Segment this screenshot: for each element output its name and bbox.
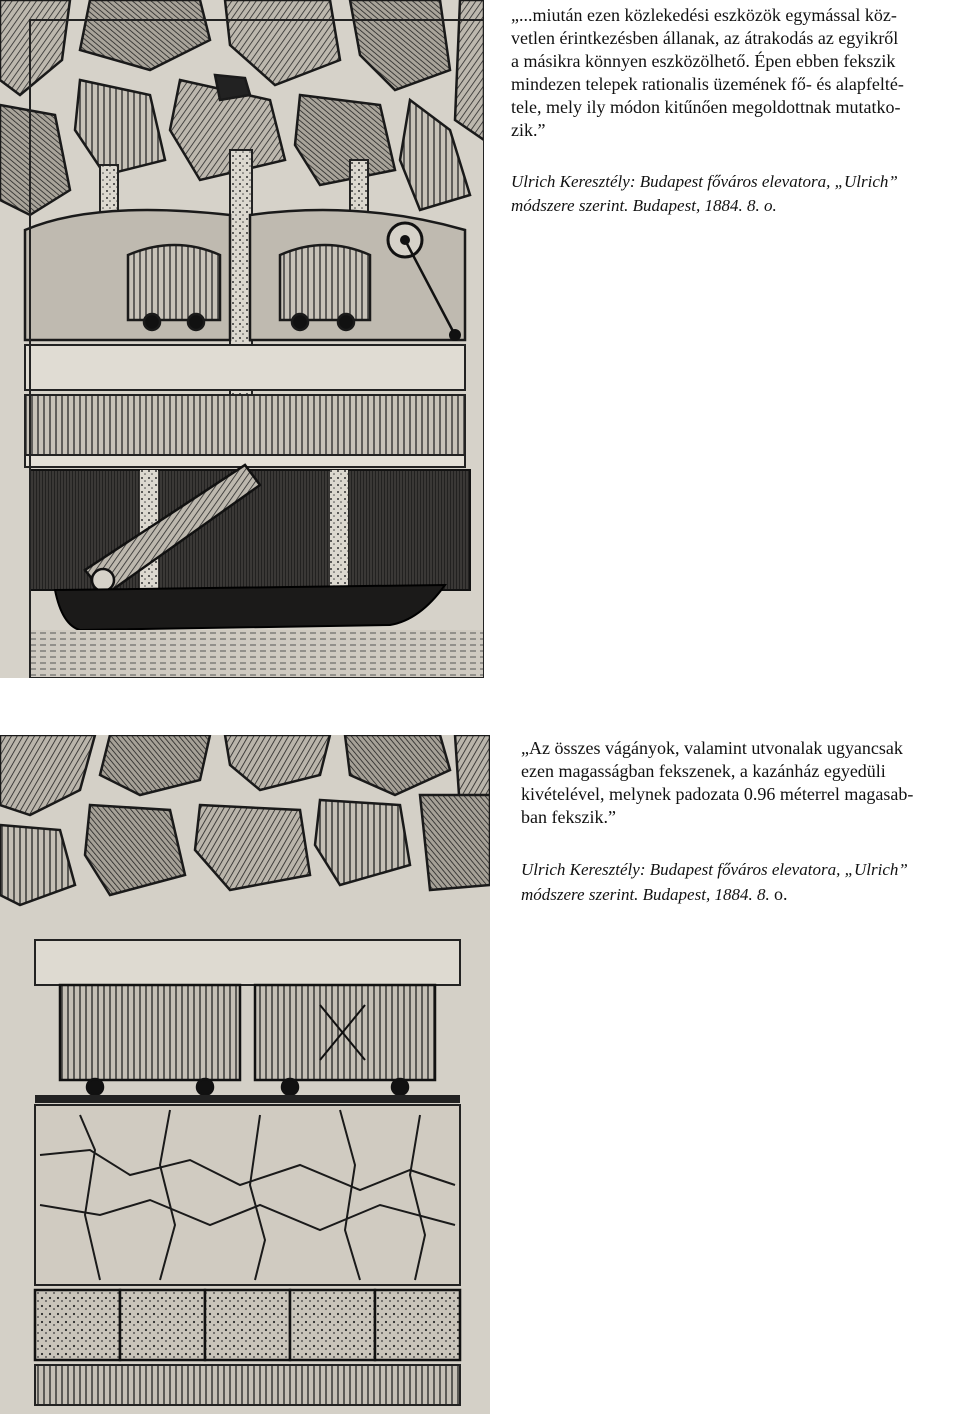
quote-line: „...miután ezen közlekedési eszközök egymással köz- xyxy=(511,5,897,25)
citation-2 xyxy=(521,858,951,907)
elevator-cross-section-illustration xyxy=(0,0,484,678)
quote-line: zik.” xyxy=(511,120,546,140)
quote-line: kivételével, melynek padozata 0.96 méterrel magasab- xyxy=(521,784,914,804)
quote-line: tele, mely ily módon kitűnően megoldottnak mutatko- xyxy=(511,97,901,117)
railway-drawing-svg xyxy=(0,735,490,1414)
quote-text-2 xyxy=(521,737,951,829)
citation-line: Ulrich Keresztély: Budapest főváros elevatora, „Ulrich” xyxy=(521,860,908,879)
elevator-drawing-svg xyxy=(0,0,484,678)
quote-line: vetlen érintkezésben állanak, az átrakodás az egyikről xyxy=(511,28,899,48)
quote-block-2 xyxy=(521,737,951,907)
citation-line: Ulrich Keresztély: Budapest főváros elevatora, „Ulrich” xyxy=(511,172,898,191)
quote-line: mindezen telepek rationalis üzemének fő- és alapfelté- xyxy=(511,74,904,94)
citation-line: módszere szerint. Budapest, 1884. 8. xyxy=(521,885,774,904)
quote-block-1 xyxy=(511,4,951,218)
quote-line: ban fekszik.” xyxy=(521,807,616,827)
railway-wagons-illustration xyxy=(0,735,490,1414)
quote-line: ezen magasságban fekszenek, a kazánház egyedüli xyxy=(521,761,886,781)
quote-line: „Az összes vágányok, valamint utvonalak ugyancsak xyxy=(521,738,903,758)
citation-1 xyxy=(511,170,951,218)
quote-line: a másikra könnyen eszközölhető. Épen ebben fekszik xyxy=(511,51,896,71)
citation-line: módszere szerint. Budapest, 1884. 8. o. xyxy=(511,196,777,215)
citation-page-suffix: o. xyxy=(773,884,788,904)
quote-text-1 xyxy=(511,4,951,142)
